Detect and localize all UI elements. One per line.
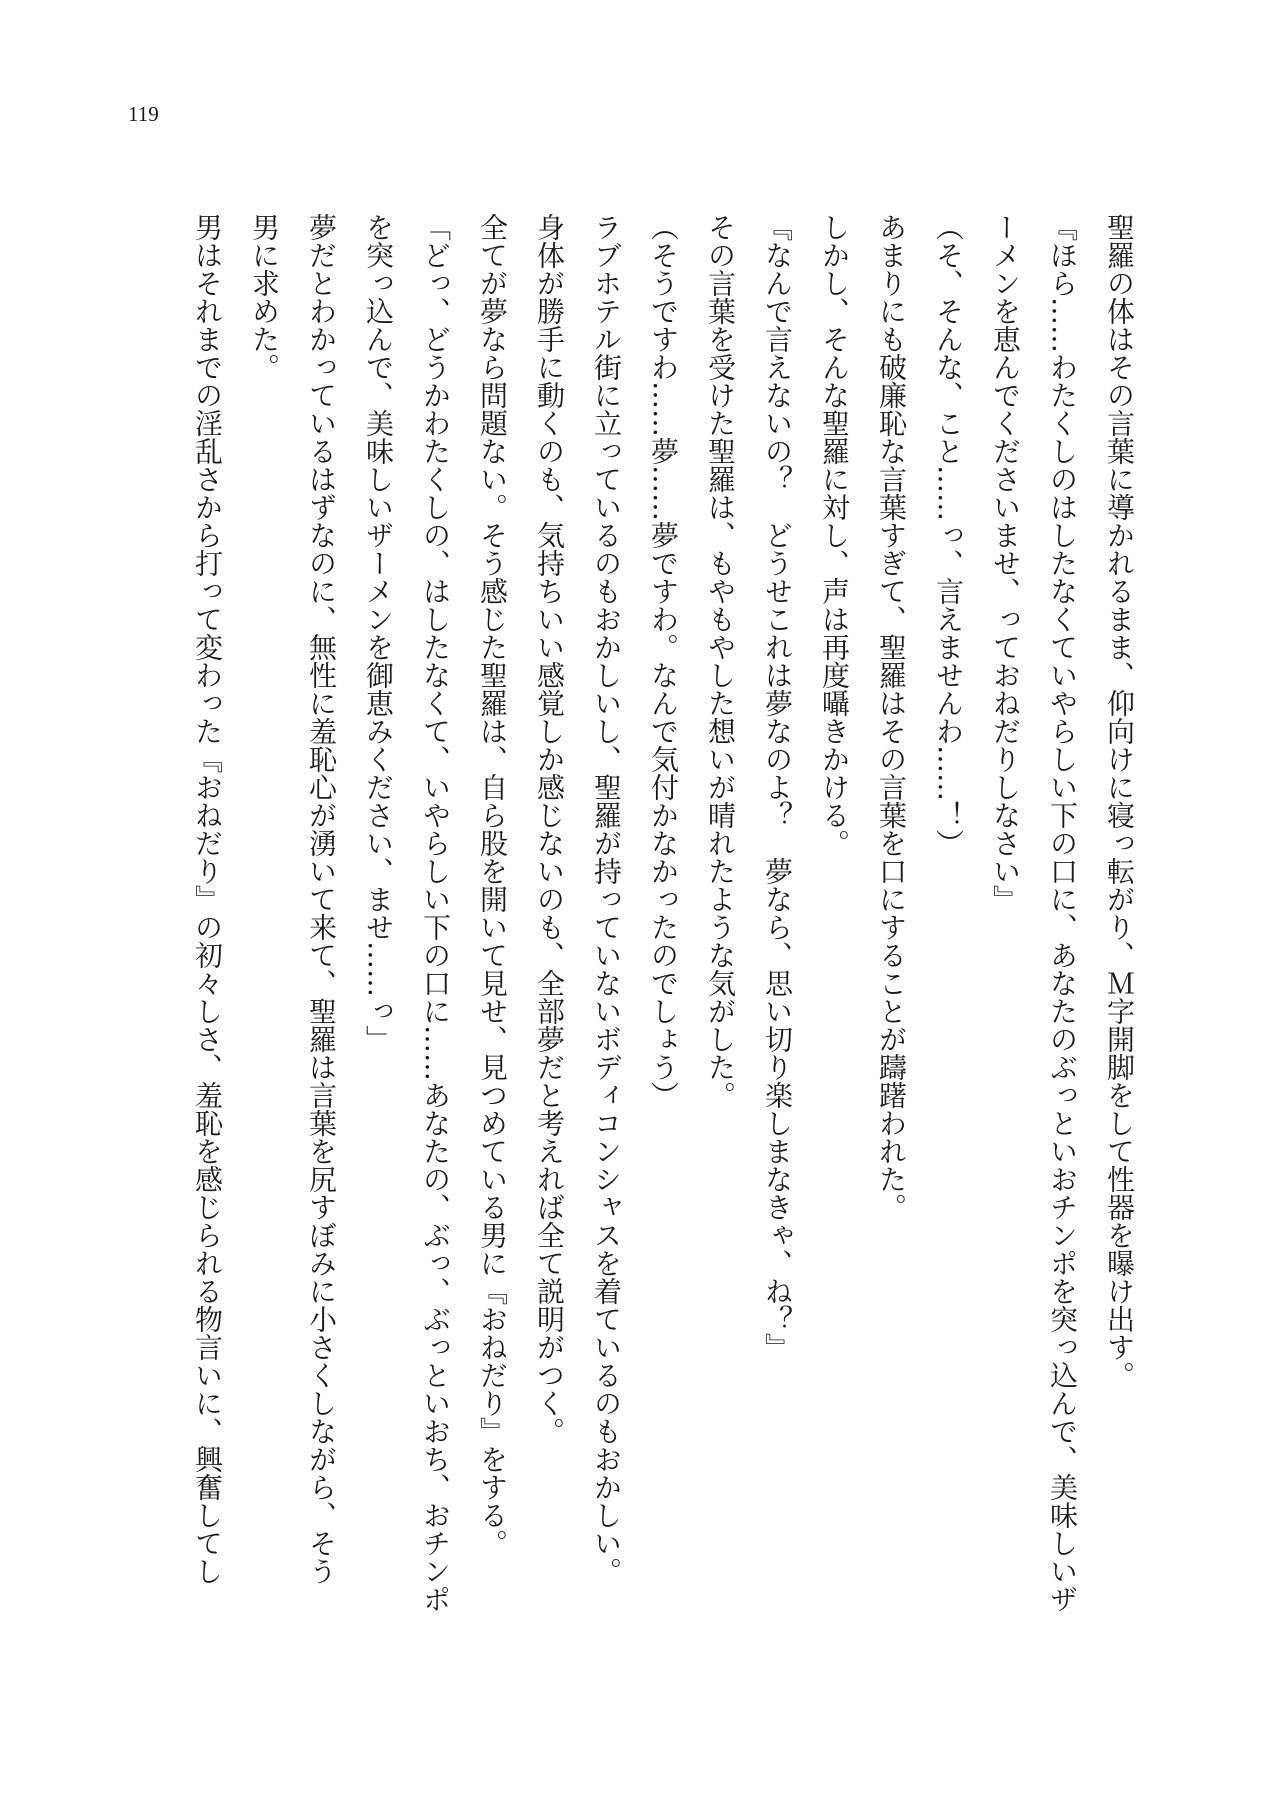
text-line: あまりにも破廉恥な言葉すぎて、聖羅はその言葉を口にすることが躊躇われた。 (875, 213, 908, 1221)
text-line: その言葉を受けた聖羅は、もやもやした想いが晴れたような気がした。 (704, 213, 737, 1109)
text-line: 全てが夢なら問題ない。そう感じた聖羅は、自ら股を開いて見せ、見つめている男に『おねだり』をする。 (476, 213, 509, 1557)
text-line: 夢だとわかっているはずなのに、無性に羞恥心が湧いて来て、聖羅は言葉を尻すぼみに小さくしながら、そう (305, 213, 338, 1585)
text-line: 「どっ、どうかわたくしの、はしたなくて、いやらしい下の口に……あなたの、ぶっ、ぶっといおち、おチンポ (419, 213, 452, 1613)
body-text (179, 213, 1148, 1623)
text-line: 男はそれまでの淫乱さから打って変わった『おねだり』の初々しさ、羞恥を感じられる物言いに、興奮してし (191, 213, 224, 1585)
text-line: 『ほら……わたくしのはしたなくていやらしい下の口に、あなたのぶっといおチンポを突っ込んで、美味しいザ (1046, 213, 1079, 1613)
text-line: を突っ込んで、美味しいザーメンを御恵みください、ませ……っ」 (362, 213, 395, 1053)
text-line: （そ、そんな、こと……っ、言えませんわ……！） (932, 213, 965, 857)
text-line: 『なんで言えないの？ どうせこれは夢なのよ？ 夢なら、思い切り楽しまなきゃ、ね？』 (761, 213, 794, 1361)
text-line: ラブホテル街に立っているのもおかしいし、聖羅が持っていないボディコンシャスを着ているのもおかしい。 (590, 213, 623, 1585)
text-line: 聖羅の体はその言葉に導かれるまま、仰向けに寝っ転がり、Ｍ字開脚をして性器を曝け出す。 (1103, 213, 1136, 1389)
text-line: ーメンを恵んでくださいませ、っておねだりしなさい』 (989, 213, 1022, 913)
text-line: しかし、そんな聖羅に対し、声は再度囁きかける。 (818, 213, 851, 857)
text-line: 男に求めた。 (248, 213, 281, 381)
page-number: 119 (128, 102, 159, 126)
text-line: 身体が勝手に動くのも、気持ちいい感覚しか感じないのも、全部夢だと考えれば全て説明がつく。 (533, 213, 566, 1445)
text-line: （そうですわ……夢……夢ですわ。なんで気付かなかったのでしょう） (647, 213, 680, 1109)
